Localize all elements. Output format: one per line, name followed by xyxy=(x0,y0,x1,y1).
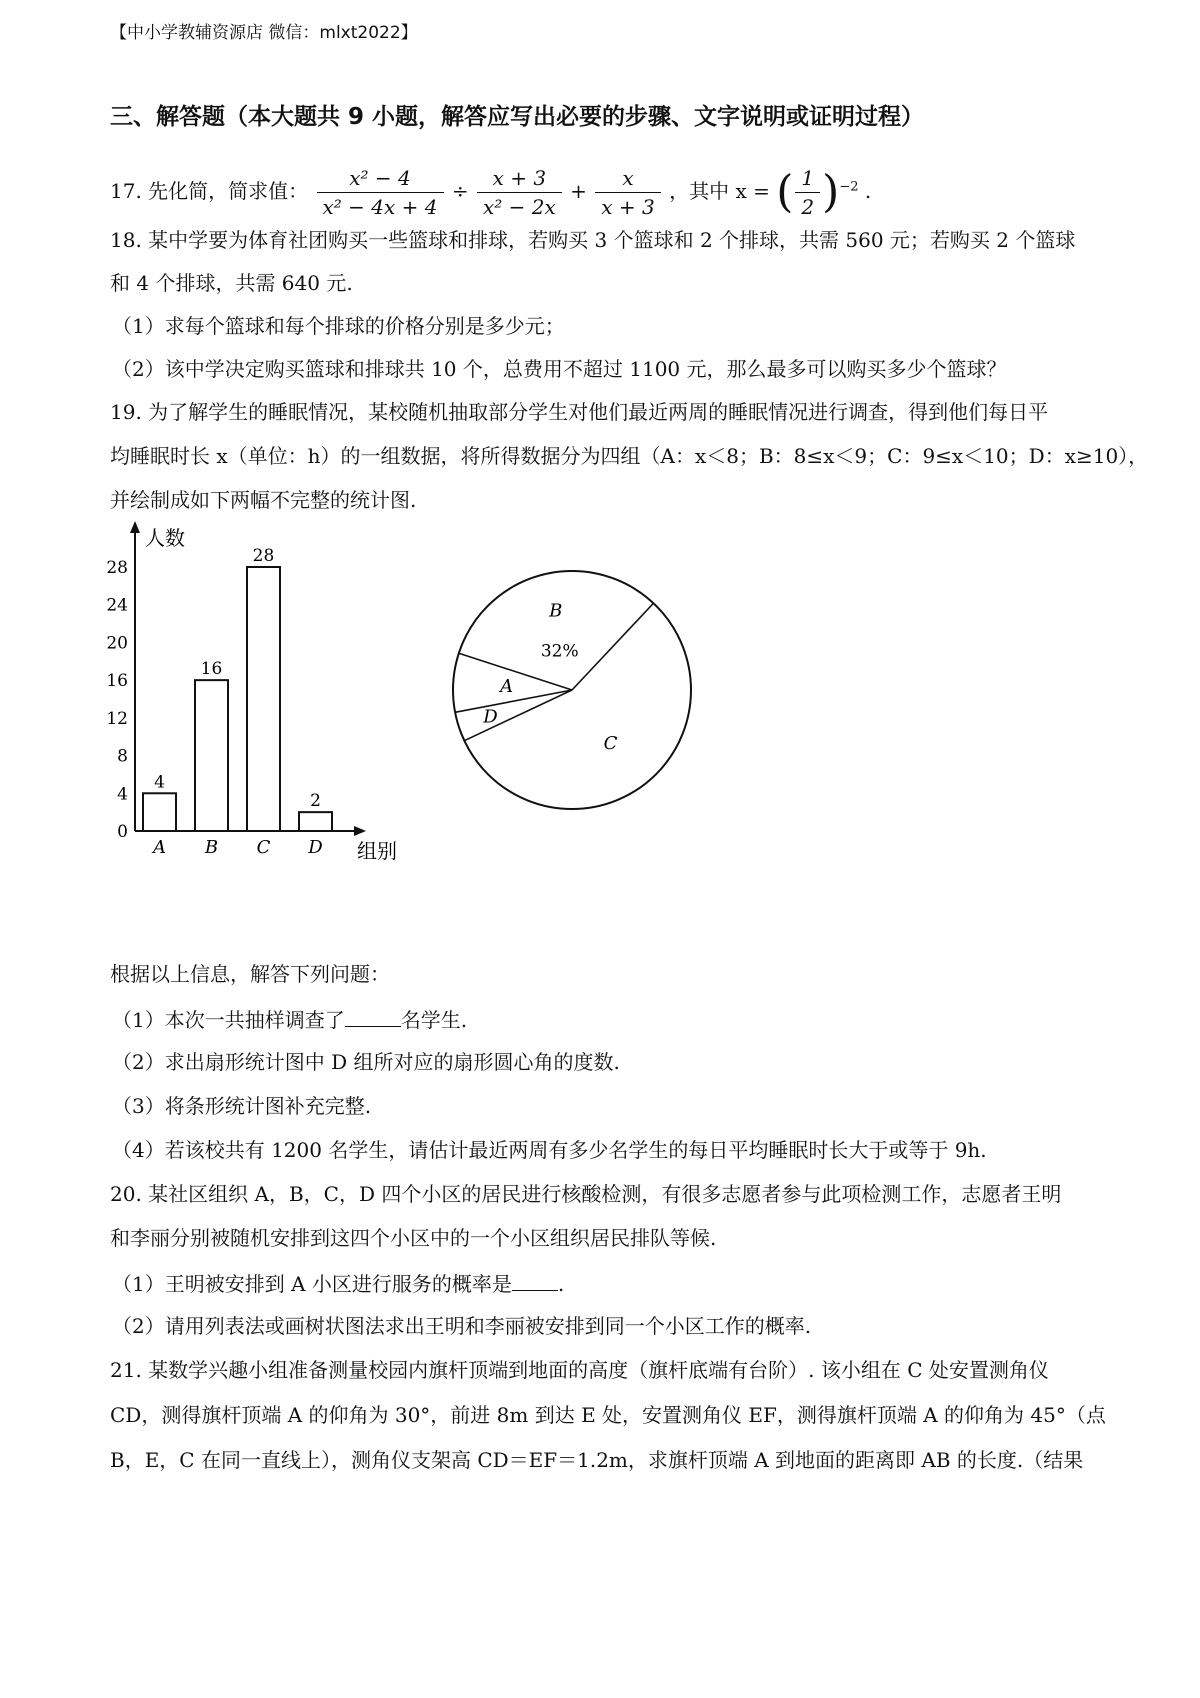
pie-slice-boundary xyxy=(455,690,572,712)
q17-operator-plus: + xyxy=(570,179,587,203)
pie-slice-label: A xyxy=(500,675,514,697)
q18-sub-2: （2）该中学决定购买篮球和排球共 10 个，总费用不超过 1100 元，那么最多可以购买多少个篮球？ xyxy=(112,357,1007,381)
section-title: 三、解答题（本大题共 9 小题，解答应写出必要的步骤、文字说明或证明过程） xyxy=(110,104,925,130)
q17-half-denominator: 2 xyxy=(801,195,815,219)
pie-slice-label: B xyxy=(549,600,563,622)
q17-frac2-numerator: x + 3 xyxy=(477,166,562,193)
q20-sub1-text-a: （1）王明被安排到 A 小区进行服务的概率是 xyxy=(112,1272,512,1296)
q19-answer-blank[interactable] xyxy=(345,1006,401,1027)
q17-half xyxy=(795,166,820,219)
q20-sub-2: （2）请用列表法或画树状图法求出王明和李丽被安排到同一个小区工作的概率. xyxy=(112,1314,812,1338)
x-tick-label: C xyxy=(256,837,271,858)
q21-line-1: 21. 某数学兴趣小组准备测量校园内旗杆顶端到地面的高度（旗杆底端有台阶）. 该小组在 C 处安置测角仪 xyxy=(110,1358,1049,1382)
q20-sub-1 xyxy=(112,1270,564,1296)
y-axis-label: 人数 xyxy=(145,526,185,550)
q20-sub1-text-b: . xyxy=(557,1272,565,1296)
pie-slice-boundary xyxy=(464,690,572,741)
q20-line-1: 20. 某社区组织 A，B，C，D 四个小区的居民进行核酸检测，有很多志愿者参与此项检测工作，志愿者王明 xyxy=(110,1182,1062,1206)
bar-value-label: 2 xyxy=(310,791,321,812)
y-tick-label: 16 xyxy=(106,671,128,692)
q17-prefix: 17. 先化简，简求值： xyxy=(110,179,309,203)
q21-line-3: B，E，C 在同一直线上），测角仪支架高 CD＝EF＝1.2m，求旗杆顶端 A 到地面的距离即 AB 的长度.（结果 xyxy=(110,1448,1084,1472)
y-tick-label: 28 xyxy=(106,558,128,578)
q17-half-numerator: 1 xyxy=(795,166,820,193)
y-tick-label: 24 xyxy=(106,595,128,616)
q19-sub-1 xyxy=(112,1006,467,1032)
q19-line-2: 均睡眠时长 x（单位：h）的一组数据，将所得数据分为四组（A：x＜8；B：8≤x＜9；C：9≤x＜10；D：x≥10）， xyxy=(110,444,1149,468)
bar xyxy=(195,680,228,831)
q17-end: . xyxy=(864,179,872,203)
x-tick-label: D xyxy=(308,837,323,858)
y-tick-label: 4 xyxy=(117,784,128,805)
q18-line-2: 和 4 个排球，共需 640 元. xyxy=(110,271,353,295)
q17-right-paren: ) xyxy=(822,166,840,218)
q19-sub1-text-b: 名学生. xyxy=(400,1008,468,1032)
q18-sub-1: （1）求每个篮球和每个排球的价格分别是多少元； xyxy=(112,314,565,338)
pie-slice-boundary xyxy=(572,603,653,690)
q17-left-paren: ( xyxy=(776,166,794,218)
q19-sub1-text-a: （1）本次一共抽样调查了 xyxy=(112,1008,345,1032)
x-axis-arrow xyxy=(354,826,366,836)
x-tick-label: B xyxy=(204,837,219,858)
bar xyxy=(143,793,176,831)
pie-percent-label: 32% xyxy=(540,641,579,662)
q18-line-1: 18. 某中学要为体育社团购买一些篮球和排球，若购买 3 个篮球和 2 个排球，共需 560 元；若购买 2 个篮球 xyxy=(110,228,1076,252)
bar xyxy=(247,567,280,831)
q17-fraction-2 xyxy=(477,166,562,219)
q20-line-2: 和李丽分别被随机安排到这四个小区中的一个小区组织居民排队等候. xyxy=(110,1226,717,1250)
bar-value-label: 16 xyxy=(200,659,223,680)
q21-line-2: CD，测得旗杆顶端 A 的仰角为 30°，前进 8m 到达 E 处，安置测角仪 EF，测得旗杆顶端 A 的仰角为 45°（点 xyxy=(110,1403,1106,1427)
y-tick-label: 20 xyxy=(106,633,128,654)
y-axis-arrow xyxy=(130,521,140,533)
q19-sub-2: （2）求出扇形统计图中 D 组所对应的扇形圆心角的度数. xyxy=(112,1050,620,1074)
q17-fraction-3 xyxy=(595,166,660,219)
bar-value-label: 28 xyxy=(252,546,275,566)
q17-frac3-numerator: x xyxy=(595,166,660,193)
q19-line-3: 并绘制成如下两幅不完整的统计图. xyxy=(110,488,417,512)
q17-frac1-denominator: x² − 4x + 4 xyxy=(322,195,438,219)
watermark-text: 【中小学教辅资源店 微信：mlxt2022】 xyxy=(110,23,418,43)
x-tick-label: A xyxy=(153,837,166,858)
q17-operator-divide: ÷ xyxy=(451,179,469,203)
q19-after: 根据以上信息，解答下列问题： xyxy=(110,962,390,986)
q17-condition: ，其中 x = xyxy=(669,179,770,203)
pie-chart xyxy=(440,570,710,820)
q20-answer-blank[interactable] xyxy=(512,1270,558,1291)
y-tick-label: 0 xyxy=(117,822,128,842)
q17-frac1-numerator: x² − 4 xyxy=(317,166,444,193)
pie-slice-label: C xyxy=(603,732,618,754)
q17-frac2-denominator: x² − 2x xyxy=(483,195,556,219)
bar-value-label: 4 xyxy=(154,772,165,793)
pie-slice-label: D xyxy=(483,706,498,728)
y-tick-label: 8 xyxy=(117,746,128,767)
q19-sub-3: （3）将条形统计图补充完整. xyxy=(112,1094,372,1118)
y-tick-label: 12 xyxy=(106,708,128,729)
question-17 xyxy=(110,166,871,219)
bar xyxy=(299,812,332,831)
q17-frac3-denominator: x + 3 xyxy=(601,195,655,219)
bar-chart xyxy=(95,515,415,875)
q17-fraction-1 xyxy=(317,166,444,219)
q19-line-1: 19. 为了解学生的睡眠情况，某校随机抽取部分学生对他们最近两周的睡眠情况进行调查，得到他们每日平 xyxy=(110,400,1049,424)
q17-exponent: −2 xyxy=(839,179,859,195)
x-axis-label: 组别 xyxy=(357,839,397,863)
q19-sub-4: （4）若该校共有 1200 名学生，请估计最近两周有多少名学生的每日平均睡眠时长大于或等于 9h. xyxy=(112,1138,987,1162)
